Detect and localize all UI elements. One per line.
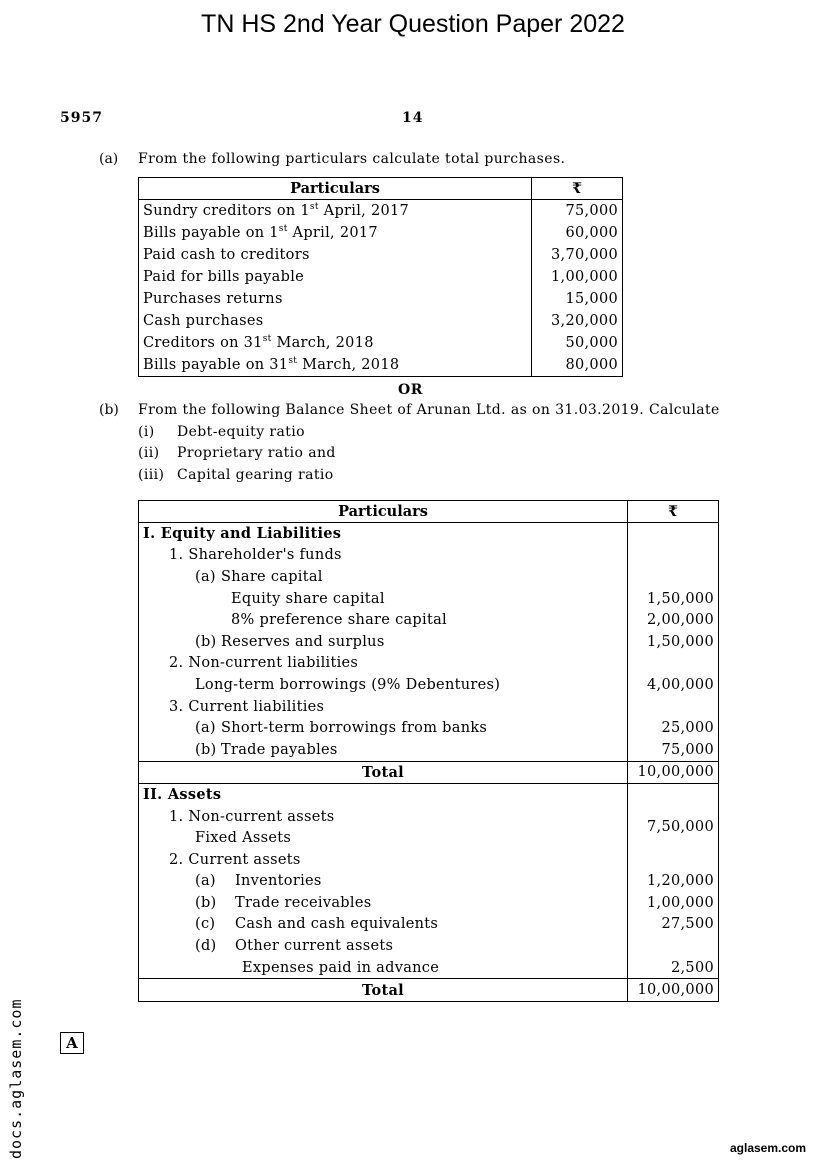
table-row <box>139 653 719 675</box>
column-header-particulars: Particulars <box>139 178 532 200</box>
question-a-text: From the following particulars calculate total purchases. <box>138 151 566 167</box>
particular-cell: Paid cash to creditors <box>139 244 532 266</box>
question-b-label: (b) <box>99 402 119 418</box>
or-separator: OR <box>398 382 423 398</box>
table-row <box>139 523 719 545</box>
line-equity-share-capital: Equity share capital <box>139 588 628 610</box>
line-other-current-assets: (d) Other current assets <box>139 935 628 957</box>
amount-cell: 2,500 <box>670 959 714 976</box>
table-row <box>139 588 719 610</box>
amount-cell: 1,50,000 <box>647 633 714 650</box>
column-header-particulars: Particulars <box>139 501 628 523</box>
amount-cell: 50,000 <box>565 335 618 351</box>
particular-cell: Creditors on 31st March, 2018 <box>139 332 532 354</box>
subheading-noncurrent-liabilities: 2. Non-current liabilities <box>139 653 628 675</box>
table-row <box>139 354 623 377</box>
table-row <box>139 332 623 354</box>
section-heading-equity: I. Equity and Liabilities <box>139 523 628 545</box>
page-number: 14 <box>402 110 424 126</box>
table-row <box>139 957 719 979</box>
amount-cell: 1,20,000 <box>647 873 714 890</box>
total-label: Total <box>139 979 628 1002</box>
line-share-capital: (a) Share capital <box>139 566 628 588</box>
line-preference-share-capital: 8% preference share capital <box>139 609 628 631</box>
table-row <box>139 200 623 223</box>
total-row <box>139 979 719 1002</box>
list-item-num: (ii) <box>138 445 160 461</box>
line-long-term-borrowings: Long-term borrowings (9% Debentures) <box>139 674 628 696</box>
list-item-text: Debt-equity ratio <box>177 424 305 440</box>
amount-cell: 1,00,000 <box>647 894 714 911</box>
subheading-shareholders-funds: 1. Shareholder's funds <box>139 545 628 567</box>
page-title: TN HS 2nd Year Question Paper 2022 <box>201 10 625 38</box>
table-row <box>139 566 719 588</box>
table-row <box>139 609 719 631</box>
table-row <box>139 806 719 828</box>
table-row <box>139 310 623 332</box>
list-item-text: Proprietary ratio and <box>177 445 336 461</box>
total-row <box>139 761 719 784</box>
table-header-row <box>139 178 623 200</box>
total-amount: 10,00,000 <box>628 761 719 784</box>
table-row <box>139 545 719 567</box>
question-a-label: (a) <box>99 151 119 167</box>
amount-cell: 60,000 <box>565 225 618 241</box>
amount-cell: 1,00,000 <box>551 269 618 285</box>
table-row <box>139 222 623 244</box>
list-item-num: (iii) <box>138 467 165 483</box>
table-row <box>139 935 719 957</box>
line-trade-receivables: (b) Trade receivables <box>139 892 628 914</box>
table-row <box>139 717 719 739</box>
total-amount: 10,00,000 <box>628 979 719 1002</box>
line-cash: (c) Cash and cash equivalents <box>139 914 628 936</box>
amount-cell: 75,000 <box>661 741 714 758</box>
amount-cell: 1,50,000 <box>647 590 714 607</box>
amount-cell: 75,000 <box>565 203 618 219</box>
line-short-term-borrowings: (a) Short-term borrowings from banks <box>139 717 628 739</box>
total-label: Total <box>139 761 628 784</box>
amount-cell: 2,00,000 <box>647 612 714 629</box>
table-row <box>139 696 719 718</box>
table-row <box>139 266 623 288</box>
table-row <box>139 288 623 310</box>
list-item-num: (i) <box>138 424 155 440</box>
amount-cell: 7,50,000 <box>647 819 714 836</box>
table-row <box>139 674 719 696</box>
table-row <box>139 784 719 806</box>
particular-cell: Bills payable on 1st April, 2017 <box>139 222 532 244</box>
table-row <box>139 631 719 653</box>
amount-cell: 4,00,000 <box>647 676 714 693</box>
table-row <box>139 244 623 266</box>
footer-site: aglasem.com <box>730 1141 807 1155</box>
amount-cell: 15,000 <box>565 291 618 307</box>
amount-cell: 80,000 <box>565 357 618 373</box>
line-inventories: (a) Inventories <box>139 871 628 893</box>
list-item-text: Capital gearing ratio <box>177 467 334 483</box>
particular-cell: Sundry creditors on 1st April, 2017 <box>139 200 532 223</box>
line-expenses-paid-in-advance: Expenses paid in advance <box>139 957 628 979</box>
purchases-table-body <box>139 200 623 377</box>
side-watermark: docs.aglasem.com <box>7 998 25 1159</box>
amount-cell: 3,70,000 <box>551 247 618 263</box>
table-row <box>139 739 719 761</box>
subheading-current-liabilities: 3. Current liabilities <box>139 696 628 718</box>
column-header-rupee: ₹ <box>532 178 623 200</box>
amount-cell: 3,20,000 <box>551 313 618 329</box>
particular-cell: Cash purchases <box>139 310 532 332</box>
amount-cell: 27,500 <box>661 916 714 933</box>
question-b-text: From the following Balance Sheet of Arunan Ltd. as on 31.03.2019. Calculate <box>138 402 720 418</box>
balance-sheet-table <box>138 500 719 1002</box>
line-reserves: (b) Reserves and surplus <box>139 631 628 653</box>
particular-cell: Paid for bills payable <box>139 266 532 288</box>
purchases-table <box>138 177 623 377</box>
section-heading-assets: II. Assets <box>139 784 628 806</box>
paper-version-box: A <box>60 1032 84 1054</box>
amount-cell: 25,000 <box>661 720 714 737</box>
particular-cell: Purchases returns <box>139 288 532 310</box>
table-header-row <box>139 501 719 523</box>
column-header-rupee: ₹ <box>628 501 719 523</box>
line-trade-payables: (b) Trade payables <box>139 739 628 761</box>
subheading-current-assets: 2. Current assets <box>139 849 628 871</box>
paper-code: 5957 <box>60 110 103 126</box>
table-row <box>139 849 719 871</box>
table-row <box>139 914 719 936</box>
particular-cell: Bills payable on 31st March, 2018 <box>139 354 532 377</box>
table-row <box>139 892 719 914</box>
table-row <box>139 871 719 893</box>
line-fixed-assets: Fixed Assets <box>139 827 628 849</box>
subheading-noncurrent-assets: 1. Non-current assets <box>139 806 628 828</box>
